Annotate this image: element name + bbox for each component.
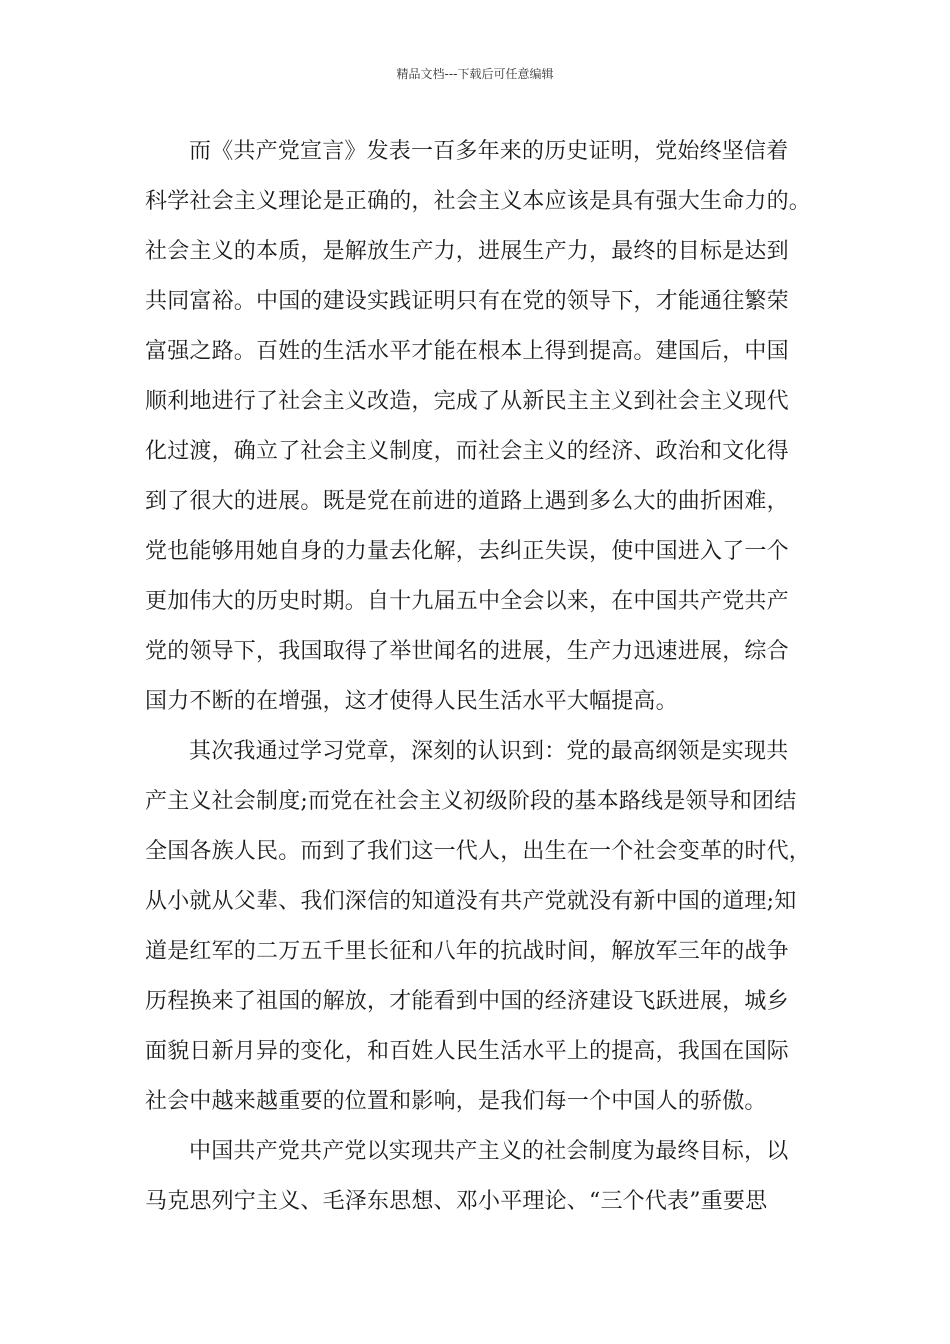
paragraph-line: 而《共产党宣言》发表一百多年来的历史证明，党始终坚信着 bbox=[189, 139, 789, 164]
paragraph-line: 富强之路。百姓的生活水平才能在根本上得到提高。建国后，中国 bbox=[145, 339, 789, 364]
paragraph-line: 共同富裕。中国的建设实践证明只有在党的领导下，才能通往繁荣 bbox=[145, 289, 789, 314]
paragraph-3 bbox=[145, 1127, 810, 1227]
paragraph-line: 中国共产党共产党以实现共产主义的社会制度为最终目标，以 bbox=[189, 1139, 789, 1164]
paragraph-1 bbox=[145, 127, 810, 727]
paragraph-line: 社会主义的本质，是解放生产力，进展生产力，最终的目标是达到 bbox=[145, 239, 789, 264]
paragraph-line: 更加伟大的历史时期。自十九届五中全会以来，在中国共产党共产 bbox=[145, 589, 789, 614]
paragraph-line: 其次我通过学习党章，深刻的认识到：党的最高纲领是实现共 bbox=[189, 739, 789, 764]
paragraph-line: 面貌日新月异的变化，和百姓人民生活水平上的提高，我国在国际 bbox=[145, 1039, 789, 1064]
paragraph-line: 国力不断的在增强，这才使得人民生活水平大幅提高。 bbox=[145, 689, 678, 714]
paragraph-line: 党的领导下，我国取得了举世闻名的进展，生产力迅速进展，综合 bbox=[145, 639, 789, 664]
paragraph-line: 化过渡，确立了社会主义制度，而社会主义的经济、政治和文化得 bbox=[145, 439, 789, 464]
paragraph-line: 全国各族人民。而到了我们这一代人，出生在一个社会变革的时代， bbox=[145, 839, 812, 864]
paragraph-line: 社会中越来越重要的位置和影响，是我们每一个中国人的骄傲。 bbox=[145, 1089, 767, 1114]
page-header: 精品文档---下载后可任意编辑 bbox=[396, 67, 554, 81]
paragraph-line: 科学社会主义理论是正确的，社会主义本应该是具有强大生命力的。 bbox=[145, 189, 812, 214]
paragraph-line: 历程换来了祖国的解放，才能看到中国的经济建设飞跃进展，城乡 bbox=[145, 989, 789, 1014]
paragraph-line: 党也能够用她自身的力量去化解，去纠正失误，使中国进入了一个 bbox=[145, 539, 789, 564]
paragraph-line: 产主义社会制度;而党在社会主义初级阶段的基本路线是领导和团结 bbox=[145, 789, 797, 814]
document-body bbox=[145, 127, 810, 1227]
paragraph-line: 顺利地进行了社会主义改造，完成了从新民主主义到社会主义现代 bbox=[145, 389, 789, 414]
paragraph-line: 马克思列宁主义、毛泽东思想、邓小平理论、“三个代表”重要思 bbox=[145, 1189, 768, 1214]
paragraph-2 bbox=[145, 727, 810, 1127]
paragraph-line: 到了很大的进展。既是党在前进的道路上遇到多么大的曲折困难， bbox=[145, 489, 789, 514]
paragraph-line: 从小就从父辈、我们深信的知道没有共产党就没有新中国的道理;知 bbox=[145, 889, 797, 914]
paragraph-line: 道是红军的二万五千里长征和八年的抗战时间，解放军三年的战争 bbox=[145, 939, 789, 964]
